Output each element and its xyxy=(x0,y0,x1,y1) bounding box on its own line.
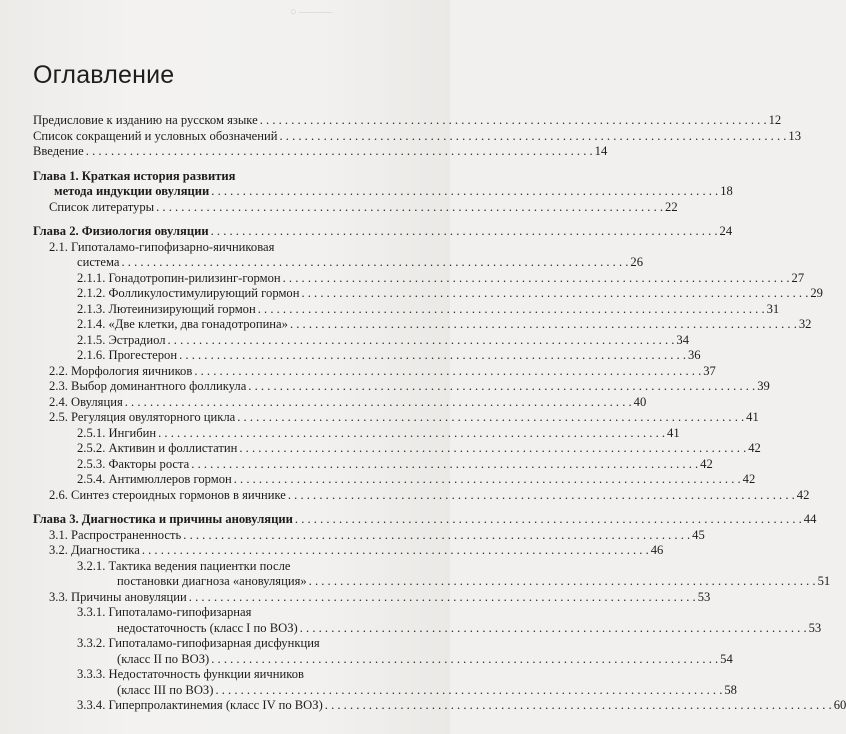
toc-entry-2-5-1[interactable] xyxy=(33,425,680,442)
table-of-contents xyxy=(33,113,846,714)
toc-page-number: 58 xyxy=(724,682,737,697)
leader-dots xyxy=(301,286,808,302)
toc-page-number: 41 xyxy=(746,410,759,424)
leader-dots xyxy=(125,395,632,411)
leader-dots xyxy=(309,574,816,590)
leader-dots xyxy=(325,698,832,714)
leader-dots xyxy=(290,317,797,333)
toc-entry-label: Список литературы xyxy=(49,199,155,214)
toc-entry-label-continued: метода индукции овуляции xyxy=(54,184,210,198)
leader-dots xyxy=(239,441,746,457)
toc-entry-label: 3.3.2. Гипоталамо-гипофизарная дисфункция xyxy=(77,636,320,650)
toc-entry-label: 3.3.3. Недостаточность функции яичников xyxy=(77,667,304,681)
toc-entry-label-continued: (класс II по ВОЗ) xyxy=(117,651,210,666)
toc-entry-3-3-1[interactable] xyxy=(33,605,822,636)
toc-entry-2-1-6[interactable] xyxy=(33,348,701,364)
toc-entry-3-3-3[interactable] xyxy=(33,667,737,698)
toc-page-number: 31 xyxy=(766,301,780,316)
toc-entry-label: 3.2.1. Тактика ведения пациентки после xyxy=(77,558,291,573)
toc-entry-label-continued: (класс III по ВОЗ) xyxy=(117,682,214,697)
toc-entry-2-2[interactable] xyxy=(33,363,716,380)
toc-entry-2-5-3[interactable] xyxy=(33,456,713,473)
toc-page-number: 39 xyxy=(757,379,770,393)
toc-page-number: 18 xyxy=(720,184,733,198)
toc-entry-label-continued: система xyxy=(77,255,120,269)
toc-entry-label: 2.1.2. Фолликулостимулирующий гормон xyxy=(77,286,300,300)
toc-page-number: 42 xyxy=(748,441,761,455)
leader-dots xyxy=(156,200,663,216)
toc-page-number: 22 xyxy=(665,199,678,214)
toc-entry-label: 3.3.4. Гиперпролактинемия (класс IV по ВОЗ) xyxy=(77,698,323,712)
toc-entry-label: 2.1.3. Лютеинизирующий гормон xyxy=(77,301,256,316)
toc-page-number: 53 xyxy=(697,589,711,604)
toc-page-number: 29 xyxy=(810,286,823,300)
toc-entry-label-continued: недостаточность (класс I по ВОЗ) xyxy=(117,620,298,635)
leader-dots xyxy=(168,333,675,349)
toc-entry-label: 2.1.6. Прогестерон xyxy=(77,348,178,362)
toc-page-number: 13 xyxy=(788,128,801,143)
toc-entry-label: 2.6. Синтез стероидных гормонов в яичнике xyxy=(49,487,286,502)
toc-page-number: 32 xyxy=(798,317,812,331)
leader-dots xyxy=(211,224,718,240)
toc-entry-label: Глава 3. Диагностика и причины ановуляции xyxy=(33,512,293,526)
toc-entry-label: 2.5. Регуляция овуляторного цикла xyxy=(49,410,236,424)
toc-entry-label: 2.5.1. Ингибин xyxy=(77,425,157,440)
toc-page-number: 42 xyxy=(796,487,810,502)
toc-entry-2-1-3[interactable] xyxy=(33,301,780,318)
toc-entry-3-3-4[interactable] xyxy=(33,698,846,714)
toc-entry-chapter-3[interactable] xyxy=(33,512,817,528)
toc-entry-label: 2.2. Морфология яичников xyxy=(49,363,193,378)
spacer xyxy=(33,215,398,224)
leader-dots xyxy=(283,271,790,287)
toc-entry-label: 2.1.4. «Две клетки, два гонадотропина» xyxy=(77,317,288,331)
leader-dots xyxy=(194,364,701,380)
toc-entry-2-5-4[interactable] xyxy=(33,472,756,488)
leader-dots xyxy=(258,302,765,318)
toc-page-number: 40 xyxy=(633,394,647,409)
leader-dots xyxy=(237,410,744,426)
toc-entry-2-1-1[interactable] xyxy=(33,270,805,287)
toc-entry-label: 2.1.1. Гонадотропин-рилизинг-гормон xyxy=(77,270,281,285)
leader-dots xyxy=(295,512,802,528)
toc-page-number: 51 xyxy=(817,574,831,588)
toc-entry-3-3-2[interactable] xyxy=(33,636,733,667)
toc-entry-label: Глава 2. Физиология овуляции xyxy=(33,224,209,238)
toc-page-number: 60 xyxy=(833,698,846,712)
toc-page-number: 34 xyxy=(676,332,689,347)
leader-dots xyxy=(191,457,698,473)
leader-dots xyxy=(86,144,593,160)
toc-entry-3-2-1[interactable] xyxy=(33,558,831,590)
toc-entry-2-1-2[interactable] xyxy=(33,286,823,302)
leader-dots xyxy=(260,113,767,129)
toc-entry-2-6[interactable] xyxy=(33,487,810,504)
toc-entry-label: Предисловие к изданию на русском языке xyxy=(33,113,258,127)
spacer xyxy=(33,160,398,169)
toc-entry-chapter-1[interactable] xyxy=(33,168,733,200)
toc-page-number: 42 xyxy=(700,456,713,471)
toc-entry-2-3[interactable] xyxy=(33,379,770,395)
toc-page-number: 36 xyxy=(688,348,701,362)
toc-page-number: 37 xyxy=(703,363,716,378)
toc-entry-2-1-5[interactable] xyxy=(33,332,689,349)
leader-dots xyxy=(142,543,649,559)
toc-entry-label: 2.5.2. Активин и фоллистатин xyxy=(77,441,238,455)
toc-entry-2-1-4[interactable] xyxy=(33,317,812,333)
toc-entry-label: 3.3.1. Гипоталамо-гипофизарная xyxy=(77,605,252,619)
leader-dots xyxy=(179,348,686,364)
toc-page-number: 41 xyxy=(667,425,680,440)
leader-dots xyxy=(300,621,807,637)
leader-dots xyxy=(189,590,696,606)
leader-dots xyxy=(211,652,718,668)
toc-entry-3-2[interactable] xyxy=(33,543,664,559)
toc-entry-label: 2.5.4. Антимюллеров гормон xyxy=(77,472,232,486)
toc-entry-label: 2.3. Выбор доминантного фолликула xyxy=(49,379,247,393)
toc-page-number: 12 xyxy=(768,113,782,127)
leader-dots xyxy=(288,488,795,504)
toc-entry-label: 2.1. Гипоталамо-гипофизарно-яичниковая xyxy=(49,239,275,254)
toc-entry-label: Список сокращений и условных обозначений xyxy=(33,128,278,143)
toc-page-number: 53 xyxy=(808,620,822,635)
toc-entry-2-4[interactable] xyxy=(33,394,647,411)
toc-entry-introduction[interactable] xyxy=(33,144,608,160)
toc-page-number: 14 xyxy=(594,144,608,158)
toc-entry-label: 3.1. Распространенность xyxy=(49,527,182,542)
toc-page-number: 27 xyxy=(791,270,805,285)
leader-dots xyxy=(211,184,718,200)
toc-page-number: 45 xyxy=(692,527,705,542)
leader-dots xyxy=(215,683,722,699)
toc-entry-label-continued: постановки диагноза «ановуляция» xyxy=(117,574,307,588)
toc-entry-references[interactable] xyxy=(33,199,678,216)
leader-dots xyxy=(248,379,755,395)
toc-entry-label: Глава 1. Краткая история развития xyxy=(33,168,236,183)
toc-page-number: 26 xyxy=(630,255,643,269)
toc-entry-label: 2.4. Овуляция xyxy=(49,394,123,409)
leader-dots xyxy=(279,129,786,145)
toc-page-number: 46 xyxy=(650,543,664,557)
toc-entry-label: Введение xyxy=(33,144,84,158)
toc-page-number: 42 xyxy=(742,472,756,486)
toc-entry-preface[interactable] xyxy=(33,113,782,129)
toc-entry-chapter-2[interactable] xyxy=(33,224,733,240)
toc-page-number: 54 xyxy=(720,651,733,666)
page-title: Оглавление xyxy=(33,60,175,89)
toc-entry-2-1[interactable] xyxy=(33,239,643,271)
toc-entry-2-5[interactable] xyxy=(33,410,759,426)
toc-entry-label: 2.5.3. Факторы роста xyxy=(77,456,190,471)
leader-dots xyxy=(122,255,629,271)
toc-page-number: 44 xyxy=(803,512,817,526)
toc-page-number: 24 xyxy=(719,224,733,238)
leader-dots xyxy=(158,426,665,442)
leader-dots xyxy=(234,472,741,488)
toc-entry-2-5-2[interactable] xyxy=(33,441,761,457)
toc-entry-label: 2.1.5. Эстрадиол xyxy=(77,332,166,347)
bleed-through-text: ○ ——— xyxy=(290,6,333,18)
toc-entry-3-1[interactable] xyxy=(33,527,705,544)
toc-entry-label: 3.3. Причины ановуляции xyxy=(49,589,187,604)
leader-dots xyxy=(183,528,690,544)
toc-entry-3-3[interactable] xyxy=(33,589,711,606)
toc-entry-abbreviations[interactable] xyxy=(33,128,801,145)
toc-entry-label: 3.2. Диагностика xyxy=(49,543,140,557)
spacer xyxy=(33,503,398,512)
